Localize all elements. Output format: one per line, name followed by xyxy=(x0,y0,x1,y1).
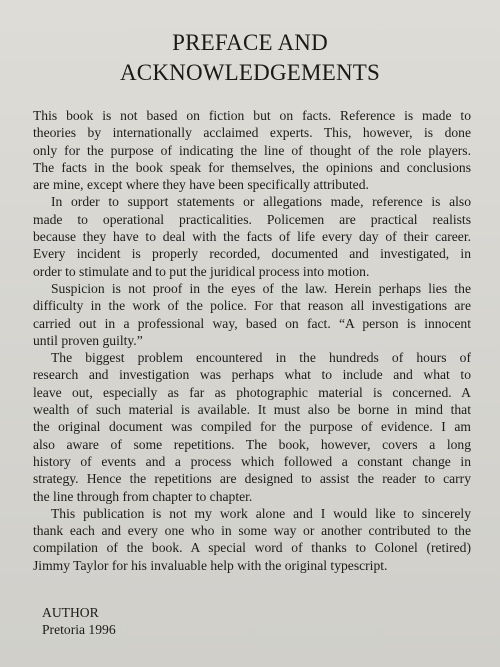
text-line: strategy. Hence the repetitions are designed to assist the reader to carry xyxy=(33,471,471,487)
text-line: the original document was compiled for the purpose of evidence. I am xyxy=(33,419,471,435)
signoff xyxy=(42,604,116,638)
page-title xyxy=(0,28,500,88)
text-line: compilation of the book. A special word of thanks to Colonel (retired) xyxy=(33,540,471,556)
text-line: This book is not based on fiction but on facts. Reference is made to xyxy=(33,108,471,123)
text-line: In order to support statements or allegations made, reference is also xyxy=(51,194,471,210)
title-line: ACKNOWLEDGEMENTS xyxy=(119,60,380,85)
text-line: This publication is not my work alone and I would like to sincerely xyxy=(51,505,471,521)
text-line: theories by internationally acclaimed experts. This, however, is done xyxy=(33,125,471,141)
text-line: Suspicion is not proof in the eyes of the law. Herein perhaps lies the xyxy=(51,280,471,296)
text-line: made to operational practicalities. Policemen are practical realists xyxy=(33,211,471,227)
title-line: PREFACE AND xyxy=(172,30,328,55)
text-line: until proven guilty.” xyxy=(33,332,143,348)
text-line: carried out in a professional way, based on fact. “A person is innocent xyxy=(33,315,471,331)
text-line: history of events and a process which followed a constant change in xyxy=(33,453,471,469)
text-line: wealth of such material is available. It must also be borne in mind that xyxy=(33,402,471,418)
paragraph xyxy=(33,280,471,349)
author-label: AUTHOR xyxy=(42,605,99,620)
text-line: Every incident is properly recorded, documented and investigated, in xyxy=(33,246,471,262)
text-line: order to stimulate and to put the juridical process into motion. xyxy=(33,263,370,279)
text-line: Jimmy Taylor for his invaluable help with the original typescript. xyxy=(33,557,388,573)
paragraph xyxy=(33,349,471,505)
paragraph xyxy=(33,505,471,574)
paragraph xyxy=(33,107,471,193)
text-line: thank each and every one who in some way or another contributed to the xyxy=(33,523,471,539)
text-line: also aware of some repetitions. The book, however, covers a long xyxy=(33,436,471,452)
text-line: The biggest problem encountered in the hundreds of hours of xyxy=(51,350,471,366)
preface-body xyxy=(33,107,471,574)
text-line: because they have to deal with the facts of life every day of their career. xyxy=(33,229,471,245)
text-line: are mine, except where they have been specifically attributed. xyxy=(33,177,369,193)
text-line: leave out, especially as far as photographic material is concerned. A xyxy=(33,384,471,400)
text-line: difficulty in the work of the police. For that reason all investigations are xyxy=(33,298,471,314)
place-date: Pretoria 1996 xyxy=(42,622,116,637)
text-line: The facts in the book speak for themselves, the opinions and conclusions xyxy=(33,159,471,175)
text-line: the line through from chapter to chapter. xyxy=(33,488,253,504)
text-line: only for the purpose of indicating the line of thought of the role players. xyxy=(33,142,471,158)
paragraph xyxy=(33,193,471,279)
text-line: research and investigation was perhaps what to include and what to xyxy=(33,367,471,383)
